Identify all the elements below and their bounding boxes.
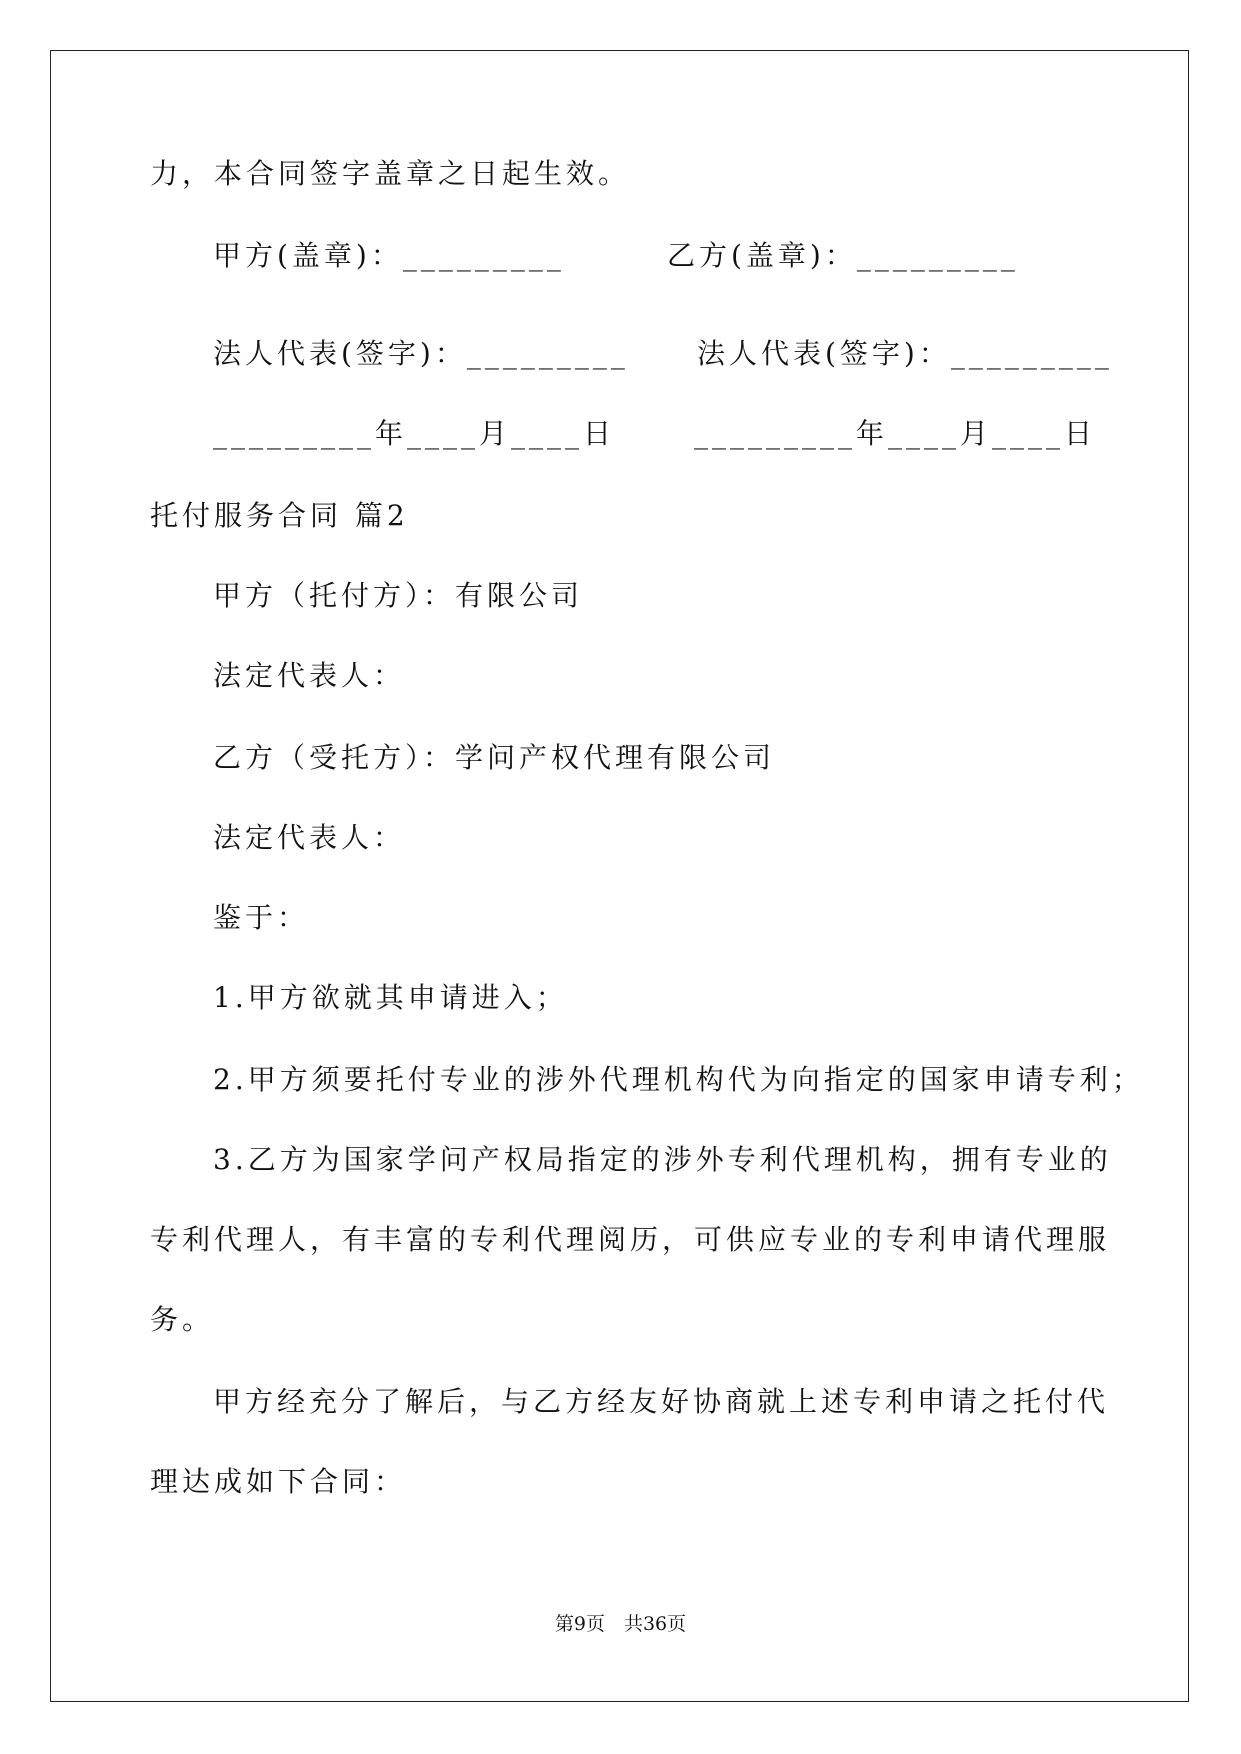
page-number-footer: 第9页 共36页: [554, 1613, 687, 1635]
agreement-paragraph-line-2: 理达成如下合同：: [150, 1465, 407, 1498]
section-title: 托付服务合同 篇2: [150, 499, 409, 532]
recital-item-3-line-2: 专利代理人，有丰富的专利代理阅历，可供应专业的专利申请代理服: [150, 1223, 1111, 1256]
effect-clause-tail: 力，本合同签字盖章之日起生效。: [150, 157, 631, 190]
party-a-representative-line: 法人代表(签字)：_________: [213, 337, 629, 370]
party-a-legal-representative: 法定代表人：: [213, 659, 406, 692]
party-a-date-line: _________年____月____日: [213, 417, 616, 450]
party-a-declaration: 甲方（托付方）：有限公司: [213, 579, 584, 612]
party-b-legal-representative: 法定代表人：: [213, 821, 406, 854]
recital-item-1: 1.甲方欲就其申请进入；: [213, 981, 568, 1014]
page-border: [50, 50, 1189, 1702]
recital-item-2: 2.甲方须要托付专业的涉外代理机构代为向指定的国家申请专利；: [213, 1063, 1144, 1096]
recital-item-3-line-3: 务。: [150, 1303, 215, 1336]
party-a-seal-line: 甲方(盖章)：_________: [213, 239, 565, 272]
party-b-date-line: _________年____月____日: [694, 417, 1097, 450]
whereas-heading: 鉴于：: [213, 901, 310, 934]
party-b-declaration: 乙方（受托方）：学问产权代理有限公司: [213, 741, 776, 774]
party-b-seal-line: 乙方(盖章)：_________: [667, 239, 1019, 272]
agreement-paragraph-line-1: 甲方经充分了解后，与乙方经友好协商就上述专利申请之托付代: [213, 1385, 1110, 1418]
recital-item-3-line-1: 3.乙方为国家学问产权局指定的涉外专利代理机构，拥有专业的: [213, 1143, 1112, 1176]
party-b-representative-line: 法人代表(签字)：_________: [697, 337, 1113, 370]
